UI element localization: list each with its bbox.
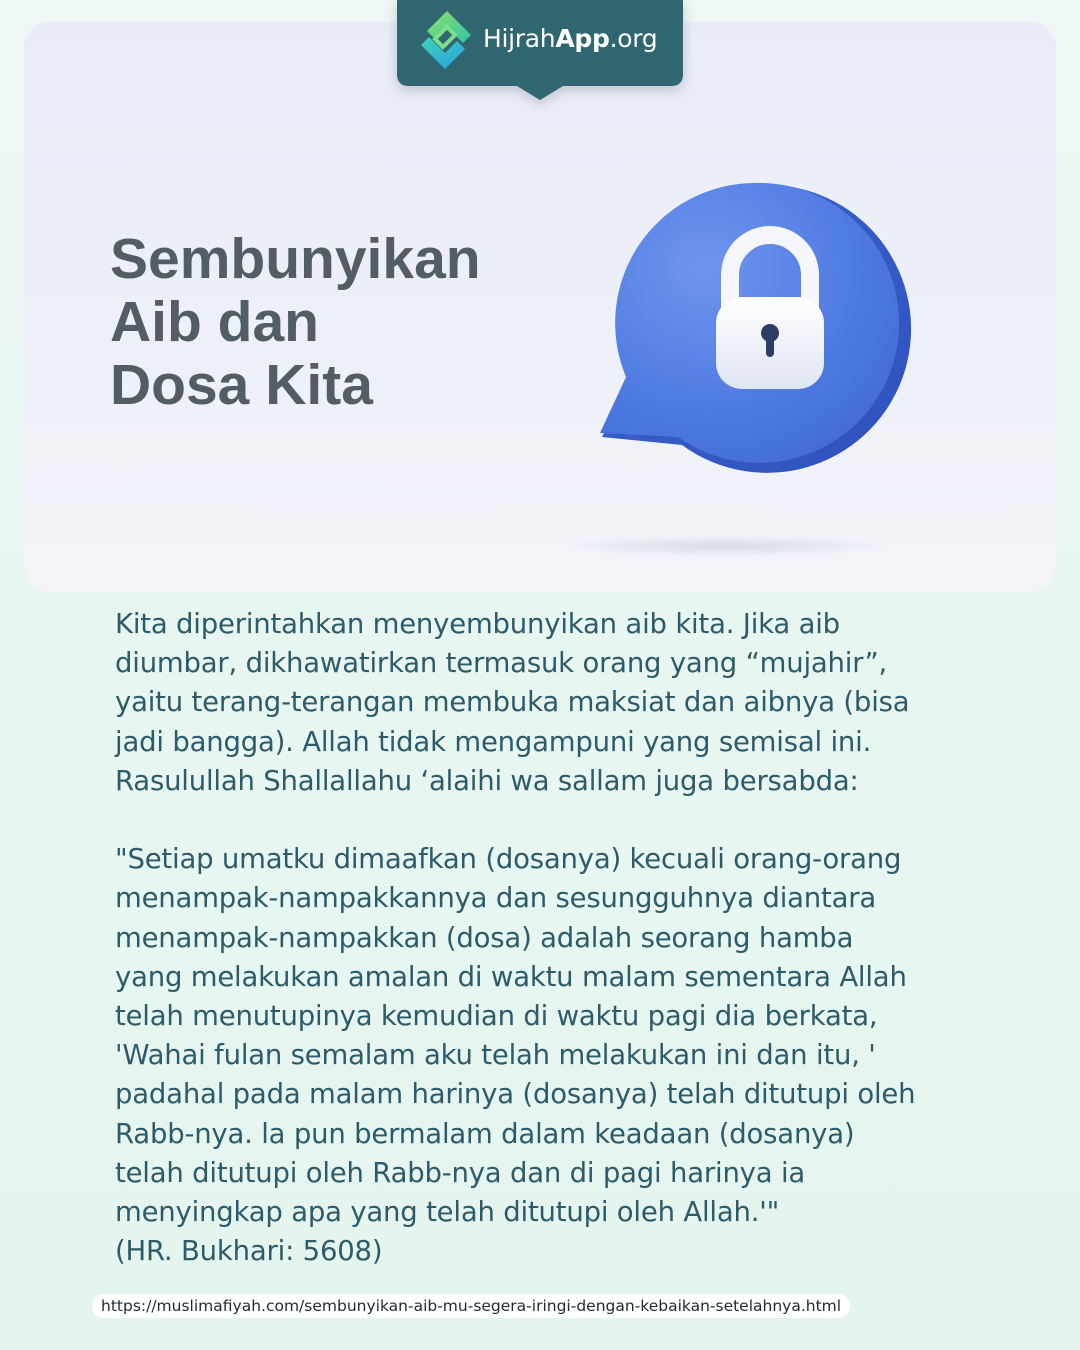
body-line: yaitu terang-terangan membuka maksiat dan aibnya (bisa [115,686,910,719]
body-line: Rasulullah Shallallahu ‘alaihi wa sallam juga bersabda: [115,764,859,797]
article-body [115,605,995,1271]
hadith-line: 'Wahai fulan semalam aku telah melakukan ini dan itu, ' [115,1039,876,1072]
hadith-line: menampak-nampakkan (dosa) adalah seorang hamba [115,921,854,954]
hadith-line: telah menutupinya kemudian di waktu pagi dia berkata, [115,1000,878,1033]
hadith-line: yang melakukan amalan di waktu malam sementara Allah [115,960,907,993]
hadith-citation: (HR. Bukhari: 5608) [115,1235,383,1268]
title-line: Sembunyikan [110,227,481,291]
brand-name-bold: App [555,24,610,53]
hadith-line: padahal pada malam harinya (dosanya) telah ditutupi oleh [115,1078,916,1111]
title-line: Dosa Kita [110,353,373,417]
body-line: Kita diperintahkan menyembunyikan aib kita. Jika aib [115,608,840,640]
lock-chat-bubble-icon [590,175,920,485]
hijrahapp-logo-icon [417,9,475,71]
brand-name-regular: Hijrah [483,24,556,53]
hadith-line: menyingkap apa yang telah ditutupi oleh Allah.'" [115,1196,780,1229]
paragraph-gap [115,801,995,840]
source-url-link[interactable]: https://muslimafiyah.com/sembunyikan-aib-mu-segera-iringi-dengan-kebaikan-setelahnya.html [92,1294,850,1318]
brand-name-suffix: .org [609,24,658,53]
hadith-line: Rabb-nya. la pun bermalam dalam keadaan (dosanya) [115,1117,855,1150]
hadith-line: "Setiap umatku dimaafkan (dosanya) kecuali orang-orang [115,843,902,876]
hadith-line: menampak-nampakkannya dan sesungguhnya diantara [115,882,877,915]
page-title [110,228,550,417]
bubble-shadow [560,535,890,557]
title-line: Aib dan [110,290,319,354]
brand-name [483,24,657,53]
body-line: jadi bangga). Allah tidak mengampuni yang semisal ini. [115,725,872,758]
hadith-line: telah ditutupi oleh Rabb-nya dan di pagi harinya ia [115,1156,806,1189]
brand-tab [397,0,683,100]
body-line: diumbar, dikhawatirkan termasuk orang yang “mujahir”, [115,647,888,680]
